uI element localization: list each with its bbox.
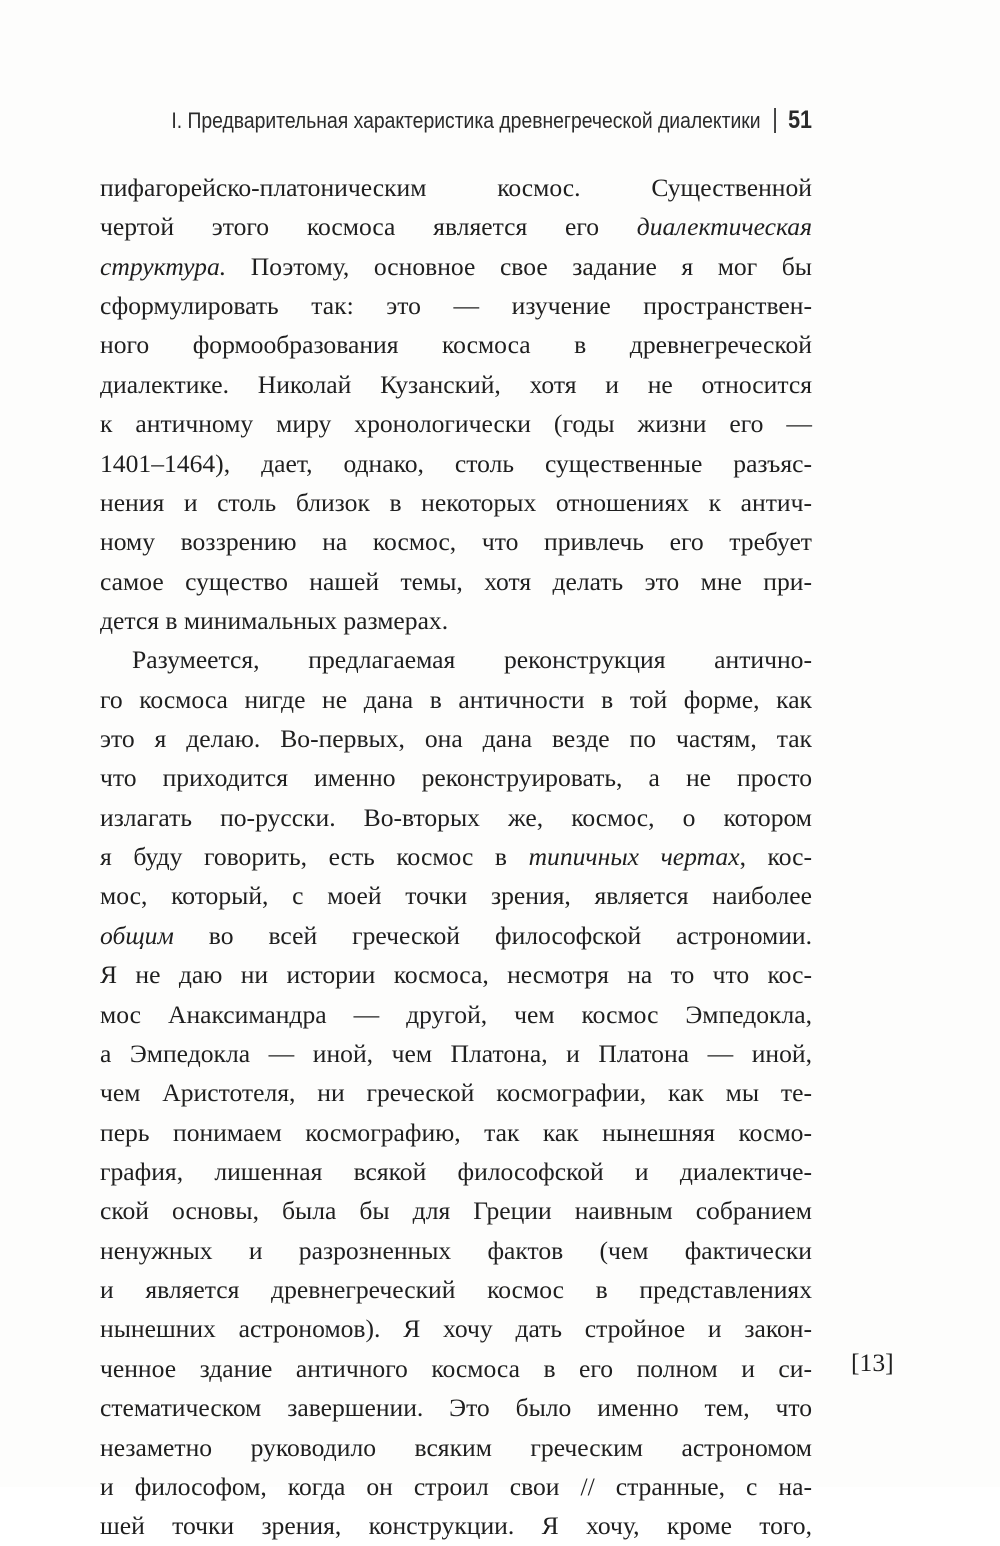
text-line: [100, 1506, 812, 1545]
text-line: [100, 955, 812, 994]
text-line: [100, 1388, 812, 1427]
text-run: дется в минимальных размерах.: [100, 605, 449, 635]
text-line: [100, 404, 812, 443]
text-run: перь понимаем космографию, так как нынешняя космо-: [100, 1117, 812, 1147]
italic-run: типичных чертах: [528, 842, 740, 872]
text-run: шей точки зрения, конструкции. Я хочу, кроме того,: [100, 1511, 812, 1541]
text-run: диалектике. Николай Кузанский, хотя и не относится: [100, 369, 812, 399]
text-line: [100, 444, 812, 483]
text-line: [100, 1349, 812, 1388]
text-line: [100, 207, 812, 246]
text-run: мос, который, с моей точки зрения, является наиболее: [100, 881, 812, 911]
text-run: это я делаю. Во-первых, она дана везде по частям, так: [100, 724, 812, 754]
text-line: [100, 995, 812, 1034]
text-run: что приходится именно реконструировать, а не просто: [100, 763, 812, 793]
text-run: нынешних астрономов). Я хочу дать стройное и закон-: [100, 1314, 812, 1344]
text-run: а Эмпедокла — иной, чем Платона, и Платона — иной,: [100, 1038, 812, 1068]
text-line: [100, 325, 812, 364]
text-line: [100, 916, 812, 955]
text-line: [100, 286, 812, 325]
text-line: [100, 758, 812, 797]
text-line: [100, 1073, 812, 1112]
text-run: пифагорейско-платоническим космос. Существенной: [100, 173, 812, 202]
running-head-title: I. Предварительная характеристика древнегреческой диалектики: [171, 108, 761, 133]
running-head-separator: [774, 108, 776, 133]
text-run: ного формообразования космоса в древнегреческой: [100, 330, 812, 360]
paragraph-2: [100, 640, 812, 1545]
text-line: [100, 1309, 812, 1348]
text-line: [100, 1270, 812, 1309]
text-line: [100, 168, 812, 207]
text-line: [100, 680, 812, 719]
text-run: мос Анаксимандра — другой, чем космос Эмпедокла,: [100, 999, 812, 1029]
text-line: [100, 719, 812, 758]
body-text: [100, 168, 812, 1546]
text-run: я буду говорить, есть космос в: [100, 842, 529, 872]
margin-page-reference: [13]: [851, 1348, 894, 1377]
text-run: чем Аристотеля, ни греческой космографии, как мы те-: [100, 1078, 812, 1108]
text-run: излагать по-русски. Во-вторых же, космос, о котором: [100, 802, 812, 832]
text-run: и является древнегреческий космос в представлениях: [100, 1275, 812, 1305]
italic-run: общим: [100, 920, 174, 950]
text-run: Разумеется, предлагаемая реконструкция антично-: [132, 645, 812, 675]
text-line: [100, 640, 812, 679]
text-run: самое существо нашей темы, хотя делать это мне при-: [100, 566, 812, 596]
text-line: [100, 601, 812, 640]
text-run: незаметно руководило всяким греческим астрономом: [100, 1432, 812, 1462]
text-run: Я не даю ни истории космоса, несмотря на то что кос-: [100, 960, 812, 990]
text-run: стематическом завершении. Это было именно тем, что: [100, 1393, 812, 1423]
text-line: [100, 1191, 812, 1230]
text-run: , кос-: [739, 842, 813, 872]
text-line: [100, 522, 812, 561]
text-line: [100, 1428, 812, 1467]
running-head: [114, 100, 812, 141]
page-number: 51: [788, 106, 812, 134]
text-line: [100, 562, 812, 601]
text-line: [100, 483, 812, 522]
text-run: 1401–1464), дает, однако, столь существенные разъяс-: [100, 448, 812, 478]
text-run: нения и столь близок в некоторых отношениях к антич-: [100, 487, 812, 517]
text-run: ненужных и разрозненных фактов (чем фактически: [100, 1235, 812, 1265]
text-line: [100, 1113, 812, 1152]
text-line: [100, 1231, 812, 1270]
text-line: [100, 798, 812, 837]
text-run: и философом, когда он строил свои // странные, с на-: [100, 1471, 812, 1501]
text-line: [100, 876, 812, 915]
text-run: го космоса нигде не дана в античности в той форме, как: [100, 684, 812, 714]
text-line: [100, 1467, 812, 1506]
text-line: [100, 837, 812, 876]
text-run: сформулировать так: это — изучение пространствен-: [100, 291, 812, 321]
text-line: [100, 1034, 812, 1073]
text-run: ской основы, была бы для Греции наивным собранием: [100, 1196, 812, 1226]
text-run: к античному миру хронологически (годы жизни его —: [100, 409, 812, 439]
text-run: во всей греческой философской астрономии.: [173, 920, 812, 950]
text-run: чертой этого космоса является его: [100, 212, 637, 242]
text-run: ченное здание античного космоса в его полном и си-: [100, 1353, 812, 1383]
text-run: графия, лишенная всякой философской и диалектиче-: [100, 1156, 812, 1186]
paragraph-1: [100, 168, 812, 640]
text-line: [100, 247, 812, 286]
italic-run: диалектическая: [636, 212, 812, 242]
text-run: Поэтому, основное свое задание я мог бы: [226, 251, 812, 281]
text-run: ному воззрению на космос, что привлечь его требует: [100, 527, 812, 557]
text-line: [100, 1152, 812, 1191]
italic-run: структура.: [100, 251, 227, 281]
text-line: [100, 365, 812, 404]
